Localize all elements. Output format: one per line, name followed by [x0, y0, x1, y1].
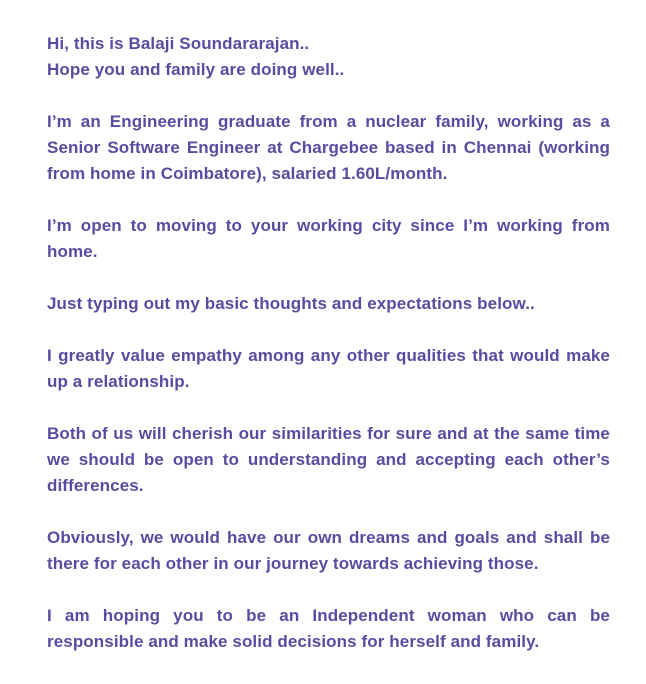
greeting-line-1: Hi, this is Balaji Soundararajan.. — [47, 34, 310, 53]
greeting-line-2: Hope you and family are doing well.. — [47, 60, 345, 79]
paragraph-empathy: I greatly value empathy among any other qualities that would make up a relationship. — [47, 346, 610, 391]
greeting — [47, 31, 610, 83]
paragraph-dreams: Obviously, we would have our own dreams and goals and shall be there for each other in our journey towards achieving those. — [47, 528, 610, 573]
paragraph-relocation: I’m open to moving to your working city since I’m working from home. — [47, 216, 610, 261]
paragraph-expectations-lead: Just typing out my basic thoughts and expectations below.. — [47, 294, 535, 313]
paragraph-similarities: Both of us will cherish our similarities for sure and at the same time we should be open to understanding and accepting each other’s differences. — [47, 424, 610, 495]
paragraph-intro: I’m an Engineering graduate from a nuclear family, working as a Senior Software Engineer at Chargebee based in Chennai (working from home in Coimbatore), salaried 1.60L/month. — [47, 112, 610, 183]
paragraph-independence: I am hoping you to be an Independent woman who can be responsible and make solid decisions for herself and family. — [47, 606, 610, 651]
